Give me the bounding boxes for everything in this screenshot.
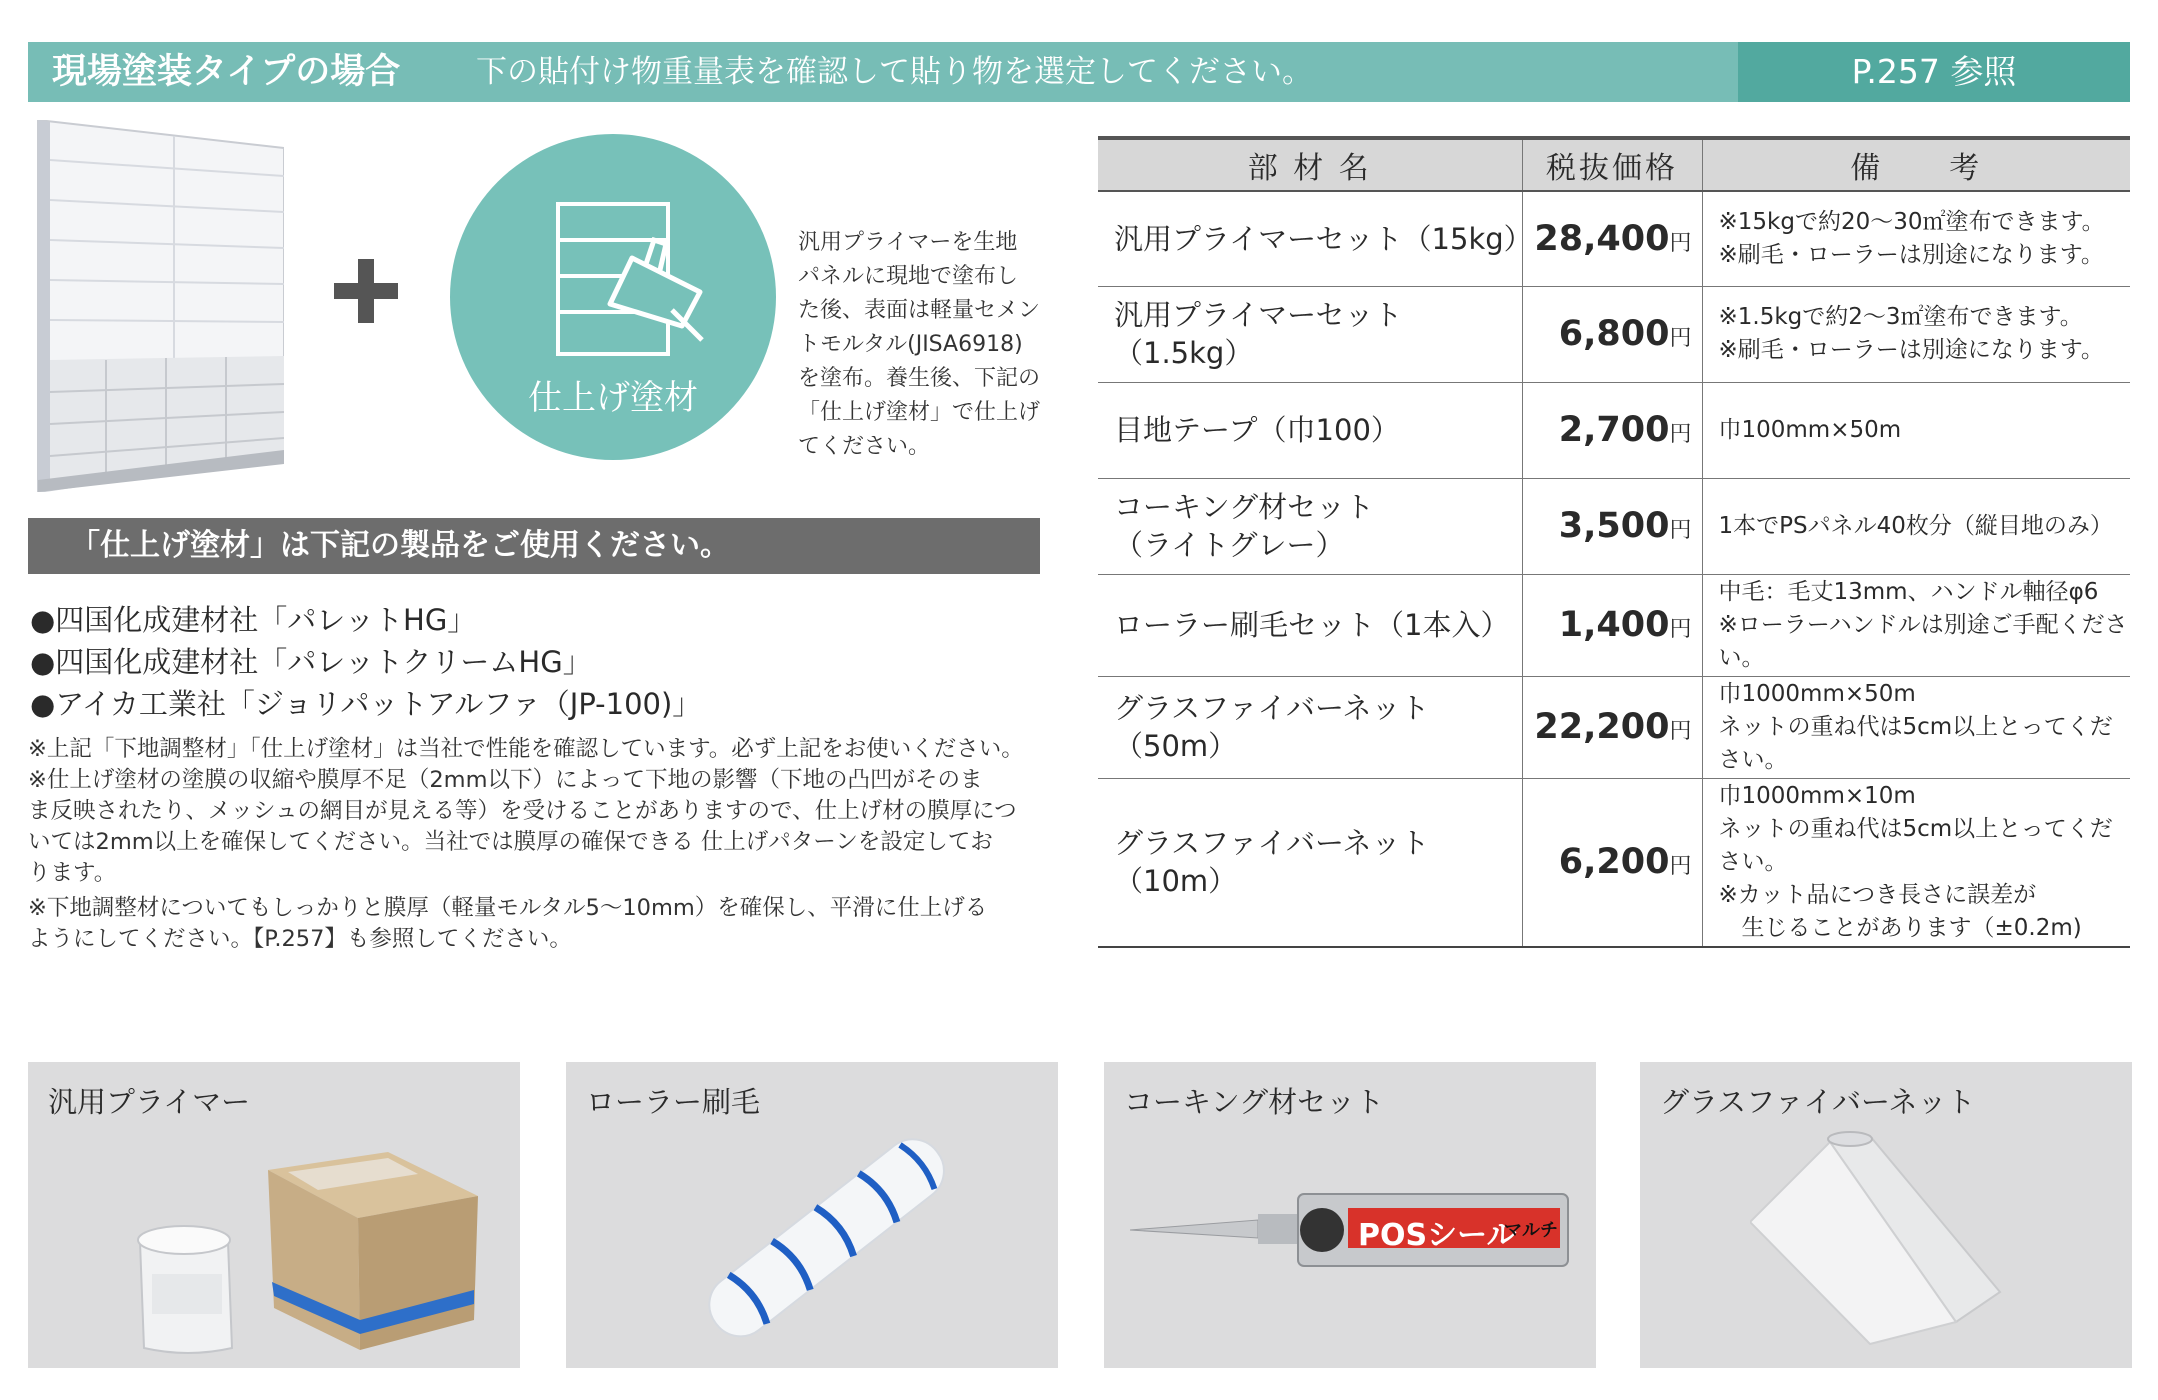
- part-name: [1098, 574, 1522, 676]
- part-name: [1098, 286, 1522, 382]
- remark-line: ※刷毛・ローラーは別途になります。: [1718, 241, 2104, 268]
- price-value: 1,400: [1558, 605, 1670, 645]
- remark-line: 巾1000mm×50m: [1718, 680, 1916, 707]
- remarks-cell: [1702, 676, 2130, 778]
- remarks-cell: [1702, 191, 2130, 286]
- part-name-line: （10m）: [1114, 864, 1238, 898]
- price-value: 6,800: [1558, 314, 1670, 354]
- yen-unit: 円: [1669, 326, 1692, 351]
- part-name-line: ローラー刷毛セット（1本入）: [1114, 608, 1510, 642]
- note-line: ※仕上げ塗材の塗膜の収縮や膜厚不足（2mm以下）によって下地の影響（下地の凸凹がそのま: [28, 767, 983, 793]
- price-cell: [1522, 382, 1702, 478]
- application-description: [798, 226, 1066, 464]
- page-subtitle: 下の貼付け物重量表を確認して貼り物を選定してください。: [476, 54, 1313, 90]
- finishing-material-label: 仕上げ塗材: [528, 378, 698, 418]
- header-price: 税抜価格: [1522, 138, 1702, 191]
- page-title: 現場塗装タイプの場合: [52, 52, 401, 92]
- product-item: ●四国化成建材社「パレットクリームHG」: [30, 645, 592, 679]
- table-row: [1098, 286, 2130, 382]
- card-primer: [28, 1062, 520, 1368]
- part-name-line: グラスファイバーネット: [1114, 826, 1430, 860]
- price-cell: [1522, 286, 1702, 382]
- part-name: [1098, 778, 1522, 947]
- note-line: ※上記「下地調整材」「仕上げ塗材」は当社で性能を確認しています。必ず上記をお使いください。: [28, 736, 1024, 762]
- remark-line: ※1.5kgで約2〜3㎡塗布できます。: [1718, 304, 2083, 330]
- price-value: 6,200: [1558, 842, 1670, 882]
- yen-unit: 円: [1669, 518, 1692, 543]
- description-line: パネルに現地で塗布し: [798, 264, 1019, 289]
- part-name-line: 汎用プライマーセット（1.5kg）: [1114, 298, 1403, 370]
- description-line: 「仕上げ塗材」で仕上げ: [798, 400, 1041, 425]
- plus-icon: [330, 255, 402, 327]
- section-heading: 「仕上げ塗材」は下記の製品をご使用ください。: [70, 528, 730, 563]
- price-value: 2,700: [1558, 410, 1670, 450]
- description-line: を塗布。養生後、下記の: [798, 366, 1041, 391]
- price-cell: [1522, 676, 1702, 778]
- card-glass-net: [1640, 1062, 2132, 1368]
- note-line: ります。: [28, 860, 117, 886]
- price-value: 3,500: [1558, 506, 1670, 546]
- card-label: グラスファイバーネット: [1660, 1085, 1976, 1119]
- remark-line: 生じることがあります（±0.2m): [1718, 914, 2082, 941]
- price-cell: [1522, 778, 1702, 947]
- wall-panel-image: [34, 120, 284, 492]
- part-name-line: （50m）: [1114, 729, 1238, 763]
- caulking-variant: マルチ: [1504, 1220, 1558, 1241]
- remark-line: 中毛：毛丈13mm、ハンドル軸径φ6: [1718, 578, 2099, 605]
- product-item: ●アイカ工業社「ジョリパットアルファ（JP-100)」: [30, 687, 702, 721]
- price-cell: [1522, 478, 1702, 574]
- table-row: [1098, 382, 2130, 478]
- price-value: 28,400: [1534, 218, 1670, 259]
- remarks-cell: [1702, 382, 2130, 478]
- header-part-name: 部 材 名: [1098, 138, 1522, 191]
- remark-line: ネットの重ね代は5cm以上とってください。: [1718, 815, 2113, 875]
- part-name: [1098, 478, 1522, 574]
- part-name-line: 汎用プライマーセット（15kg）: [1114, 221, 1533, 256]
- description-line: 汎用プライマーを生地: [798, 230, 1018, 255]
- note-line: ※下地調整材についてもしっかりと膜厚（軽量モルタル5〜10mm）を確保し、平滑に仕上げる: [28, 895, 988, 921]
- description-line: てください。: [798, 434, 931, 459]
- yen-unit: 円: [1669, 617, 1692, 642]
- part-name: [1098, 676, 1522, 778]
- caulking-brand: POSシール: [1358, 1218, 1517, 1253]
- card-label: 汎用プライマー: [48, 1085, 251, 1119]
- table-row: [1098, 191, 2130, 286]
- remark-line: ※ローラーハンドルは別途ご手配ください。: [1718, 611, 2128, 671]
- roller-image: [666, 1112, 986, 1362]
- primer-image: [88, 1112, 488, 1362]
- price-value: 22,200: [1534, 707, 1670, 747]
- part-name-line: （ライトグレー）: [1114, 528, 1345, 562]
- card-roller: [566, 1062, 1058, 1368]
- glass-fiber-net-image: [1750, 1122, 2050, 1352]
- table-row: [1098, 574, 2130, 676]
- remark-line: 巾100mm×50m: [1718, 416, 1902, 443]
- table-header-row: [1098, 138, 2130, 191]
- remark-line: ※15kgで約20〜30㎡塗布できます。: [1718, 208, 2105, 235]
- price-cell: [1522, 191, 1702, 286]
- price-cell: [1522, 574, 1702, 676]
- card-label: コーキング材セット: [1124, 1085, 1385, 1119]
- header-remarks: 備 考: [1702, 138, 2130, 191]
- remark-line: 1本でPSパネル40枚分（縦目地のみ）: [1718, 512, 2113, 539]
- part-name: [1098, 191, 1533, 286]
- note-line: ま反映されたり、メッシュの網目が見える等）を受けることがありますので、仕上げ材の膜厚につ: [28, 798, 1017, 824]
- table-row: [1098, 676, 2130, 778]
- note-line: ようにしてください。【P.257】も参照してください。: [28, 926, 572, 952]
- remark-line: ネットの重ね代は5cm以上とってください。: [1718, 713, 2113, 773]
- description-line: トモルタル(JISA6918): [798, 332, 1023, 357]
- remark-line: 巾1000mm×10m: [1718, 782, 1916, 809]
- part-name-line: コーキング材セット: [1114, 490, 1375, 524]
- yen-unit: 円: [1669, 854, 1692, 879]
- description-line: た後、表面は軽量セメン: [798, 298, 1041, 323]
- remarks-cell: [1702, 778, 2130, 947]
- card-caulking: [1104, 1062, 1596, 1368]
- remarks-cell: [1702, 478, 2130, 574]
- yen-unit: 円: [1669, 422, 1692, 447]
- note-line: いては2mm以上を確保してください。当社では膜厚の確保できる 仕上げパターンを設定してお: [28, 829, 993, 855]
- remark-line: ※カット品につき長さに誤差が: [1718, 881, 2037, 908]
- page-reference: P.257 参照: [1738, 42, 2130, 102]
- part-name-line: 目地テープ（巾100）: [1114, 413, 1400, 447]
- part-name: [1098, 382, 1522, 478]
- remark-line: ※刷毛・ローラーは別途になります。: [1718, 337, 2104, 363]
- yen-unit: 円: [1669, 719, 1692, 744]
- yen-unit: 円: [1669, 230, 1692, 256]
- table-row: [1098, 778, 2130, 947]
- trowel-icon: [550, 200, 720, 370]
- table-row: [1098, 478, 2130, 574]
- remarks-cell: [1702, 286, 2130, 382]
- price-table: [1098, 136, 2130, 948]
- product-item: ●四国化成建材社「パレットHG」: [30, 603, 477, 637]
- card-label: ローラー刷毛: [586, 1085, 761, 1119]
- part-name-line: グラスファイバーネット: [1114, 691, 1430, 725]
- remarks-cell: [1702, 574, 2130, 676]
